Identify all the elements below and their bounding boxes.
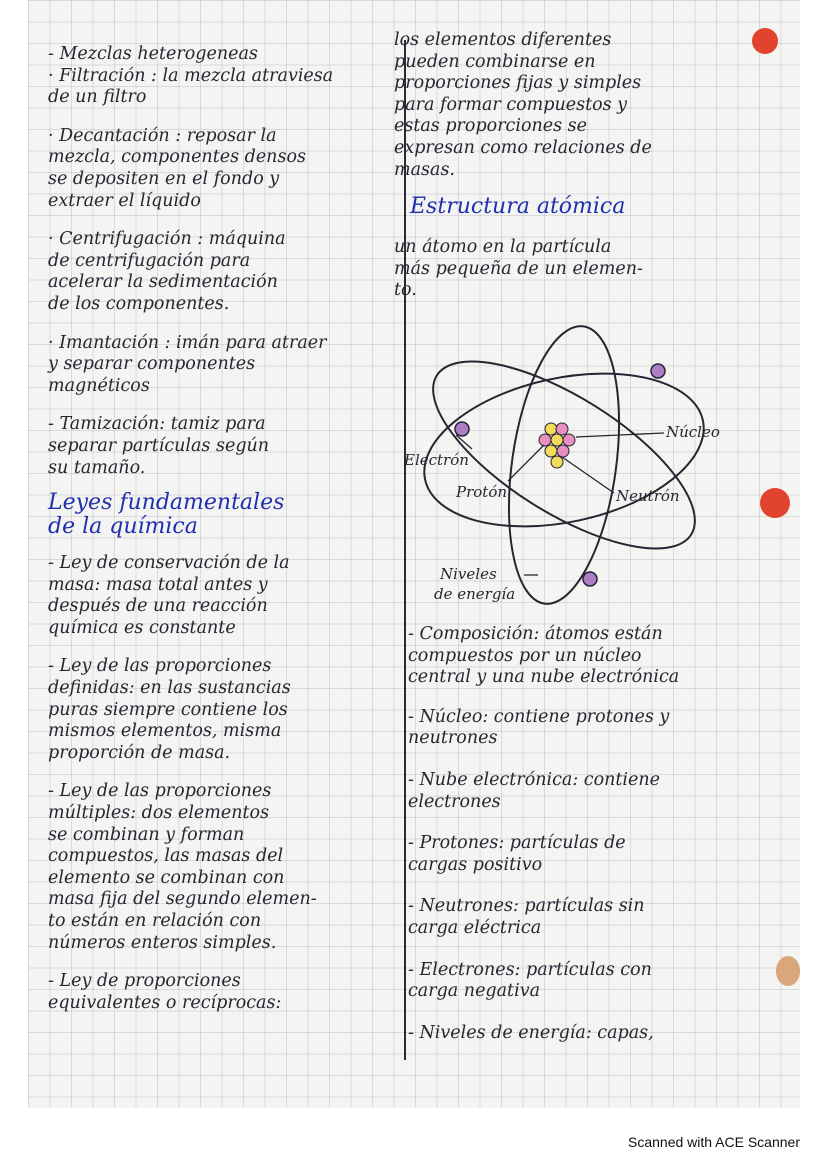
heading-line: Leyes fundamentales bbox=[48, 490, 285, 516]
composition-item bbox=[408, 624, 788, 689]
text-line: múltiples: dos elementos bbox=[48, 803, 270, 824]
text-line: se combinan y forman bbox=[48, 824, 245, 845]
text-line: separar partículas según bbox=[48, 435, 270, 456]
text-line: · Imantación : imán para atraer bbox=[48, 332, 327, 353]
text-line: números enteros simples. bbox=[48, 932, 277, 953]
text-line: masa fija del segundo elemen- bbox=[48, 889, 317, 910]
text-line: neutrones bbox=[408, 728, 498, 749]
label-proton: Protón bbox=[456, 483, 508, 501]
text-line: su tamaño. bbox=[48, 457, 146, 478]
text-line: para formar compuestos y bbox=[394, 94, 628, 115]
atom-definition bbox=[394, 237, 794, 302]
text-line: de los componentes. bbox=[48, 293, 230, 314]
text-line: - Composición: átomos están bbox=[408, 624, 663, 644]
text-line: mezcla, componentes densos bbox=[48, 147, 306, 168]
proton-particle bbox=[557, 445, 569, 457]
text-line: carga negativa bbox=[408, 981, 541, 1002]
neutrons-item bbox=[408, 896, 788, 939]
law-definite-proportions bbox=[48, 656, 398, 764]
text-line: central y una nube electrónica bbox=[408, 667, 680, 688]
scanner-watermark: Scanned with ACE Scanner bbox=[628, 1134, 800, 1150]
text-line: - Ley de conservación de la bbox=[48, 553, 290, 574]
text-line: pueden combinarse en bbox=[394, 51, 596, 72]
text-line: química es constante bbox=[48, 617, 236, 638]
atom-diagram bbox=[404, 325, 794, 615]
text-line: carga eléctrica bbox=[408, 917, 542, 938]
text-line: puras siempre contiene los bbox=[48, 699, 288, 720]
text-line: - Tamización: tamiz para bbox=[48, 414, 266, 435]
text-line: to. bbox=[394, 280, 417, 301]
text-line: elemento se combinan con bbox=[48, 867, 285, 888]
text-line: - Ley de las proporciones bbox=[48, 656, 272, 677]
nucleus-item bbox=[408, 707, 788, 750]
text-line: proporciones fijas y simples bbox=[394, 73, 642, 94]
text-line: electrones bbox=[408, 791, 501, 812]
text-line: los elementos diferentes bbox=[394, 30, 612, 50]
law-conservation bbox=[48, 553, 398, 639]
label-levels-2: de energía bbox=[434, 585, 516, 603]
text-line: · Filtración : la mezcla atraviesa bbox=[48, 65, 334, 86]
text-line: - Ley de proporciones bbox=[48, 971, 241, 992]
text-line: - Neutrones: partículas sin bbox=[408, 896, 645, 917]
law-multiple-proportions bbox=[48, 781, 398, 954]
text-line: más pequeña de un elemen- bbox=[394, 258, 643, 279]
text-line: to están en relación con bbox=[48, 911, 262, 931]
text-line: y separar componentes bbox=[48, 354, 256, 375]
text-line: magnéticos bbox=[48, 375, 150, 396]
laws-heading bbox=[48, 491, 398, 539]
neutron-particle bbox=[551, 456, 563, 468]
electron-cloud-item bbox=[408, 770, 788, 813]
label-nucleus: Núcleo bbox=[666, 423, 720, 441]
text-line: definidas: en las sustancias bbox=[48, 678, 291, 699]
text-line: estas proporciones se bbox=[394, 116, 587, 137]
text-line: - Electrones: partículas con bbox=[408, 959, 652, 980]
intro-paragraph bbox=[394, 30, 794, 181]
text-line: de centrifugación para bbox=[48, 250, 251, 271]
law-reciprocal-proportions bbox=[48, 971, 398, 1014]
electron-particle bbox=[455, 422, 469, 436]
text-line: - Mezclas heterogeneas bbox=[48, 44, 258, 64]
label-neutron: Neutrón bbox=[616, 487, 680, 505]
electron-particle bbox=[583, 572, 597, 586]
text-line: masas. bbox=[394, 159, 455, 180]
text-line: · Decantación : reposar la bbox=[48, 125, 277, 146]
text-line: - Núcleo: contiene protones y bbox=[408, 706, 670, 727]
atomic-structure-heading: Estructura atómica bbox=[410, 194, 626, 220]
text-line: de un filtro bbox=[48, 87, 147, 108]
text-line: - Nube electrónica: contiene bbox=[408, 769, 661, 790]
right-column-top bbox=[394, 30, 794, 319]
left-column bbox=[48, 44, 398, 1031]
text-line: compuestos, las masas del bbox=[48, 846, 284, 867]
text-line: cargas positivo bbox=[408, 854, 543, 875]
neutron-particle bbox=[551, 434, 563, 446]
text-line: - Protones: partículas de bbox=[408, 833, 626, 854]
sieving-block bbox=[48, 414, 398, 479]
binder-hole bbox=[760, 488, 790, 518]
binder-hole bbox=[776, 956, 800, 986]
text-line: compuestos por un núcleo bbox=[408, 645, 642, 666]
proton-particle bbox=[556, 423, 568, 435]
text-line: equivalentes o recíprocas: bbox=[48, 992, 282, 1013]
right-column-bottom bbox=[408, 624, 788, 1061]
centrifugation-block bbox=[48, 229, 398, 315]
neutron-pointer bbox=[562, 457, 614, 493]
energy-levels-item bbox=[408, 1023, 788, 1045]
label-levels: Niveles bbox=[440, 565, 497, 583]
text-line: · Centrifugación : máquina bbox=[48, 229, 286, 250]
decantation-block bbox=[48, 126, 398, 212]
proton-particle bbox=[563, 434, 575, 446]
text-line: después de una reacción bbox=[48, 596, 268, 617]
text-line: se depositen en el fondo y bbox=[48, 168, 280, 189]
text-line: extraer el líquido bbox=[48, 190, 201, 211]
binder-hole bbox=[752, 28, 778, 54]
text-line: un átomo en la partícula bbox=[394, 237, 612, 258]
text-line: mismos elementos, misma bbox=[48, 721, 282, 742]
text-line: - Ley de las proporciones bbox=[48, 781, 272, 802]
notebook-page bbox=[28, 0, 800, 1108]
text-line: - Niveles de energía: capas, bbox=[408, 1022, 654, 1043]
neutron-particle bbox=[545, 445, 557, 457]
text-line: expresan como relaciones de bbox=[394, 137, 652, 158]
electrons-item bbox=[408, 960, 788, 1003]
proton-particle bbox=[539, 434, 551, 446]
text-line: proporción de masa. bbox=[48, 742, 231, 763]
text-line: masa: masa total antes y bbox=[48, 574, 268, 595]
mixtures-block bbox=[48, 44, 398, 109]
heading-line: de la química bbox=[48, 514, 198, 540]
electron-particle bbox=[651, 364, 665, 378]
neutron-particle bbox=[545, 423, 557, 435]
label-electron: Electrón bbox=[404, 451, 469, 469]
text-line: acelerar la sedimentación bbox=[48, 272, 278, 293]
magnetization-block bbox=[48, 333, 398, 398]
protons-item bbox=[408, 833, 788, 876]
